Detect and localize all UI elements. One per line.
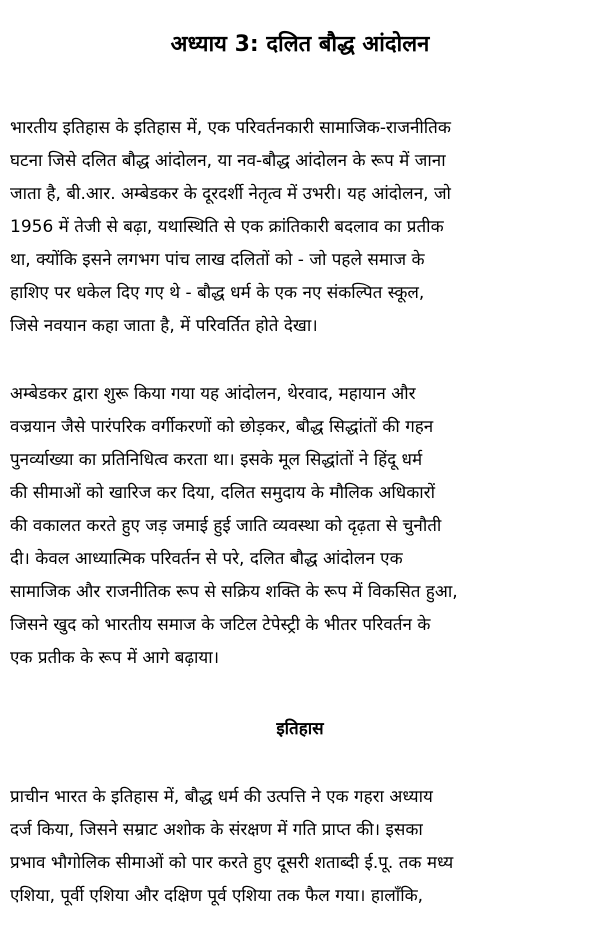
text-line: हाशिए पर धकेल दिए गए थे - बौद्ध धर्म के एक नए संकल्पित स्कूल,	[10, 283, 425, 303]
text-line: एक प्रतीक के रूप में आगे बढ़ाया।	[10, 648, 220, 668]
text-line: 1956 में तेजी से बढ़ा, यथास्थिति से एक क्रांतिकारी बदलाव का प्रतीक	[10, 217, 444, 237]
text-line: की वकालत करते हुए जड़ जमाई हुई जाति व्यवस्था को दृढ़ता से चुनौती	[10, 516, 442, 536]
text-line: सामाजिक और राजनीतिक रूप से सक्रिय शक्ति के रूप में विकसित हुआ,	[10, 582, 458, 602]
text-line: वज्रयान जैसे पारंपरिक वर्गीकरणों को छोड़कर, बौद्ध सिद्धांतों की गहन	[10, 417, 434, 437]
text-line: की सीमाओं को खारिज कर दिया, दलित समुदाय के मौलिक अधिकारों	[10, 483, 436, 503]
text-line: जिसे नवयान कहा जाता है, में परिवर्तित होते देखा।	[10, 316, 318, 336]
text-line: दर्ज किया, जिसने सम्राट अशोक के संरक्षण में गति प्राप्त की। इसका	[10, 820, 423, 840]
chapter-title: अध्याय 3: दलित बौद्ध आंदोलन	[170, 32, 430, 57]
text-line: अम्बेडकर द्वारा शुरू किया गया यह आंदोलन, थेरवाद, महायान और	[10, 384, 416, 404]
text-line: जाता है, बी.आर. अम्बेडकर के दूरदर्शी नेतृत्व में उभरी। यह आंदोलन, जो	[10, 184, 451, 204]
text-line: जिसने खुद को भारतीय समाज के जटिल टेपेस्ट्री के भीतर परिवर्तन के	[10, 615, 431, 635]
text-line: प्राचीन भारत के इतिहास में, बौद्ध धर्म की उत्पत्ति ने एक गहरा अध्याय	[10, 787, 433, 807]
intro-paragraph-1	[10, 112, 590, 343]
text-line: भारतीय इतिहास के इतिहास में, एक परिवर्तनकारी सामाजिक-राजनीतिक	[10, 118, 451, 138]
text-line: प्रभाव भौगोलिक सीमाओं को पार करते हुए दूसरी शताब्दी ई.पू. तक मध्य	[10, 853, 454, 873]
text-line: था, क्योंकि इसने लगभग पांच लाख दलितों को - जो पहले समाज के	[10, 250, 425, 270]
intro-paragraph-2	[10, 378, 590, 675]
history-paragraph	[10, 781, 590, 913]
text-line: पुनर्व्याख्या का प्रतिनिधित्व करता था। इसके मूल सिद्धांतों ने हिंदू धर्म	[10, 450, 423, 470]
section-heading: इतिहास	[276, 719, 324, 739]
text-line: घटना जिसे दलित बौद्ध आंदोलन, या नव-बौद्ध आंदोलन के रूप में जाना	[10, 151, 446, 171]
text-line: एशिया, पूर्वी एशिया और दक्षिण पूर्व एशिया तक फैल गया। हालाँकि,	[10, 886, 424, 906]
text-line: दी। केवल आध्यात्मिक परिवर्तन से परे, दलित बौद्ध आंदोलन एक	[10, 549, 403, 569]
